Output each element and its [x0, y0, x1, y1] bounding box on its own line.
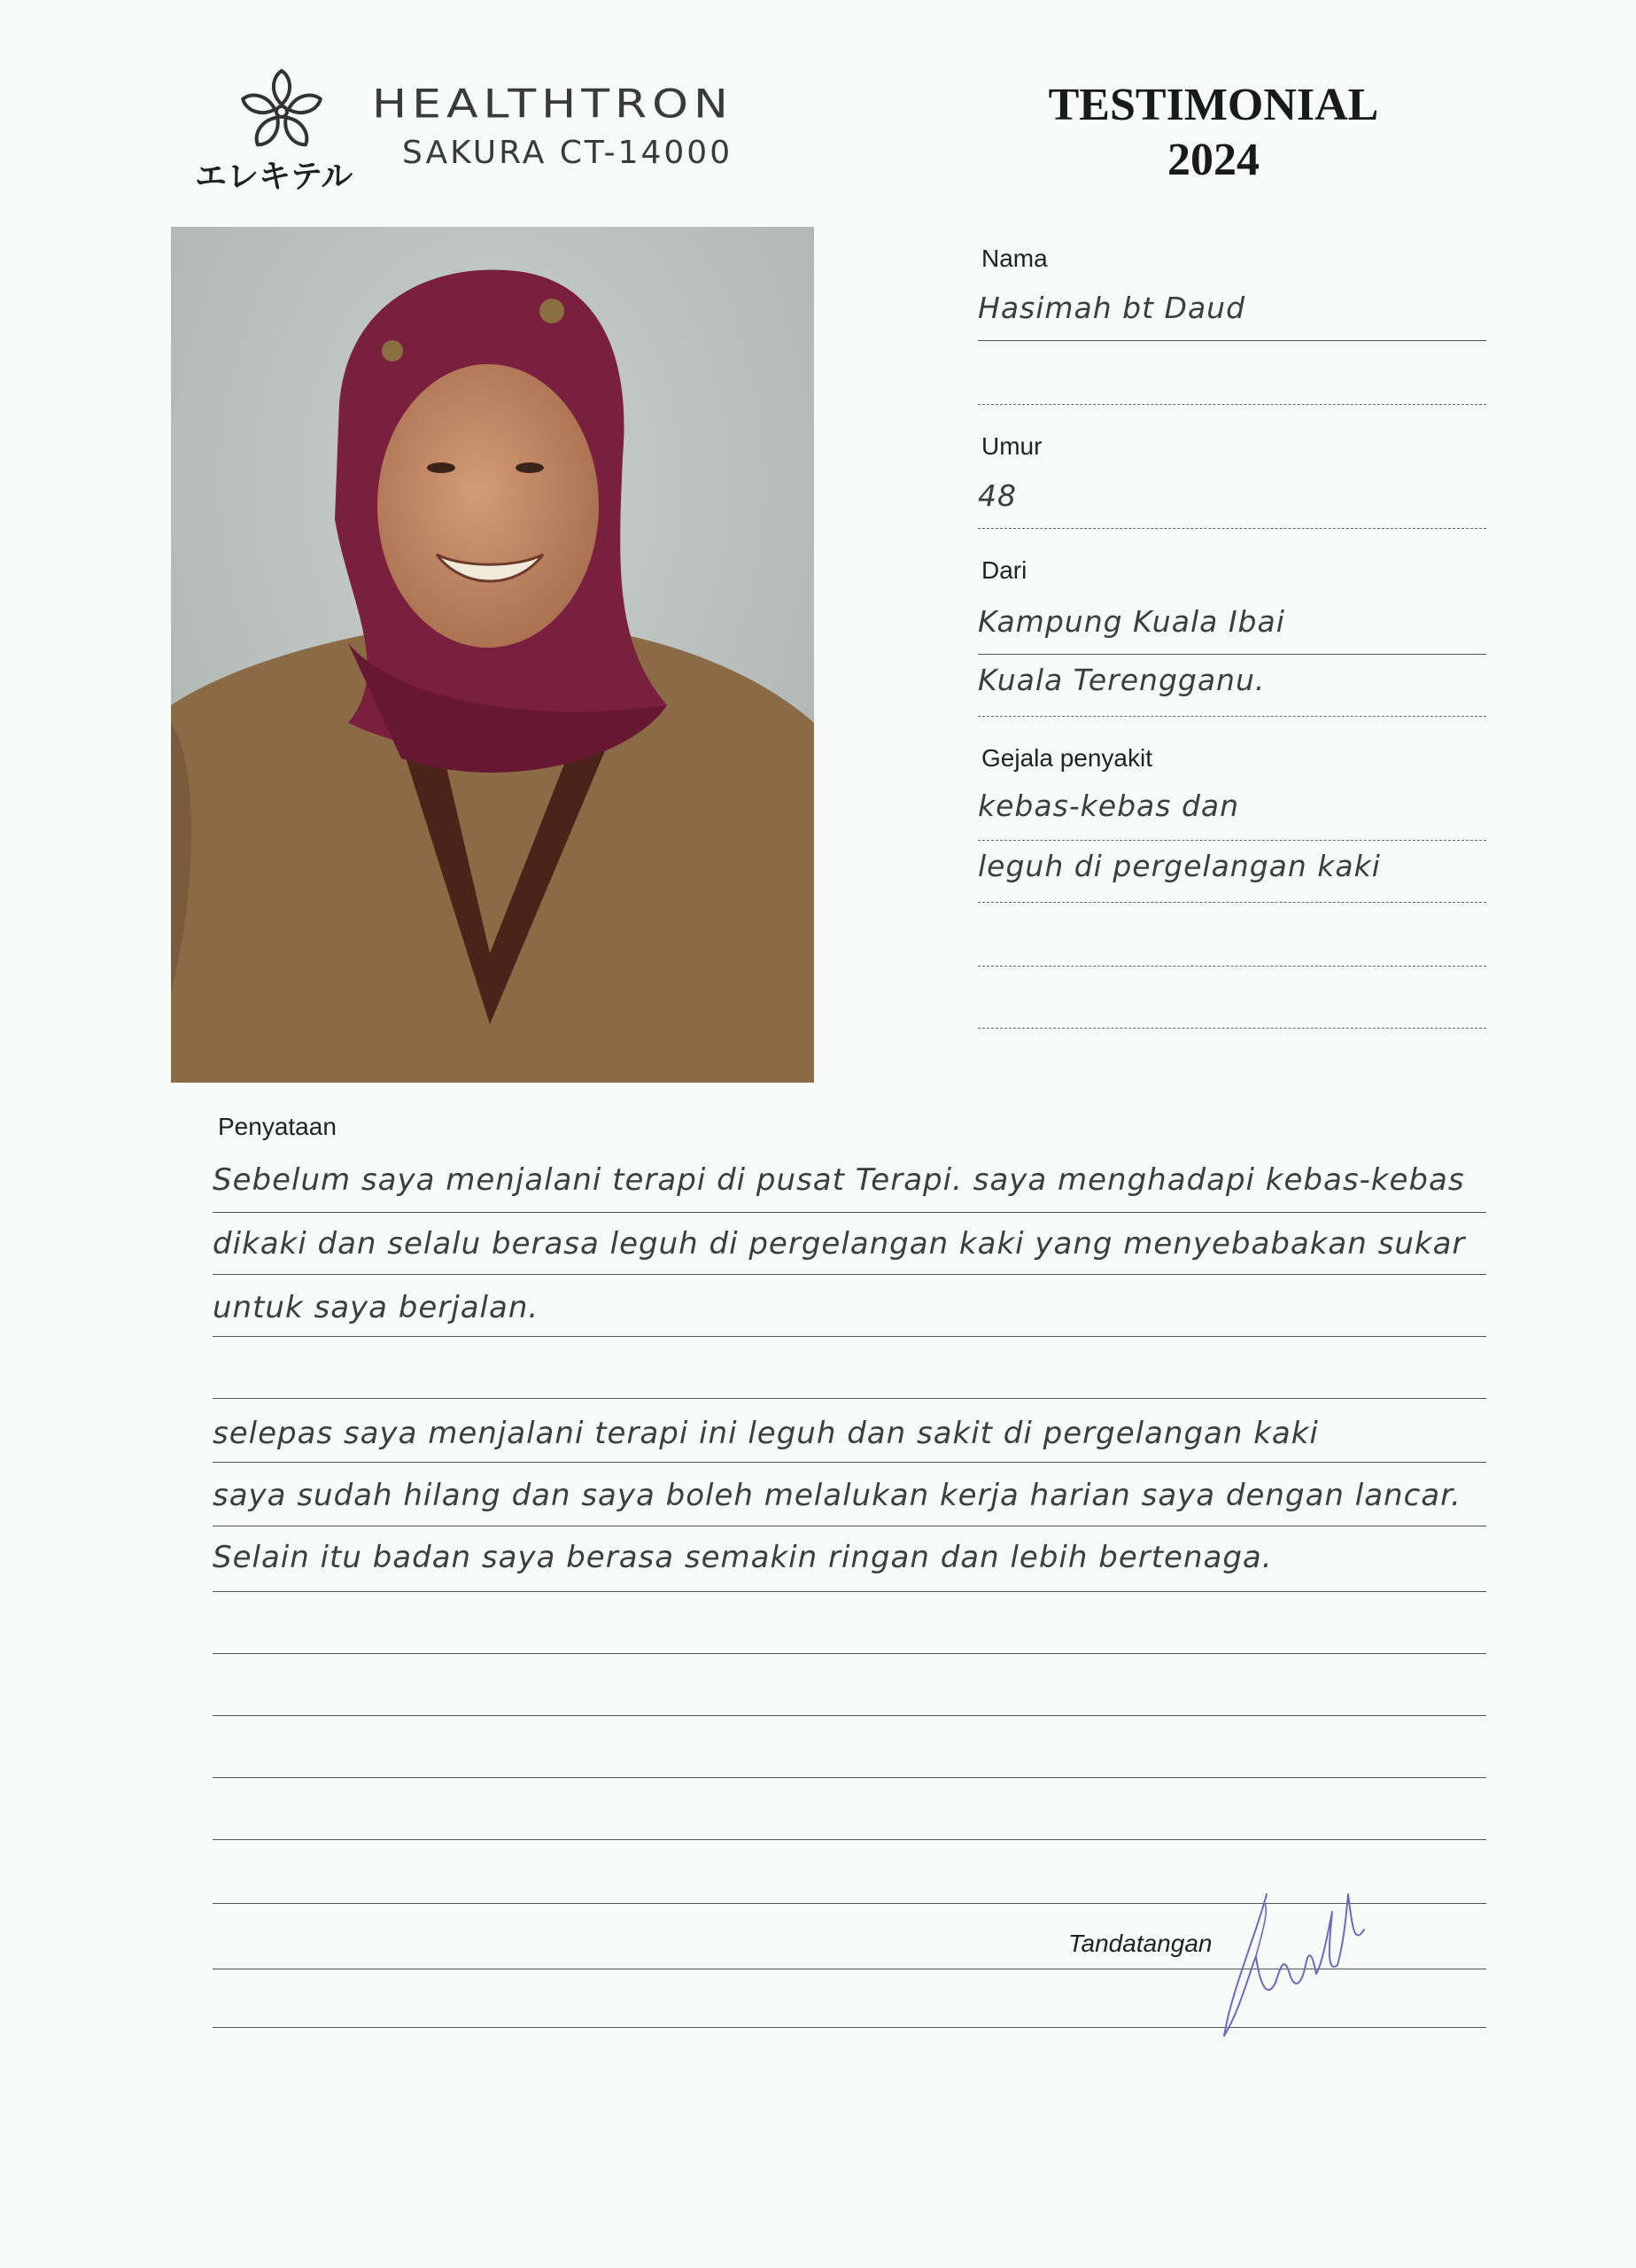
divider: [213, 1777, 1486, 1778]
divider: [978, 966, 1486, 967]
brand-name: HEALTHTRON: [372, 82, 733, 128]
penyataan-label: Penyataan: [218, 1113, 337, 1140]
divider: [978, 404, 1486, 405]
divider: [213, 1462, 1486, 1463]
dari-value-line-1: Kampung Kuala Ibai: [978, 604, 1285, 639]
statement-line-7: Selain itu badan saya berasa semakin ringan dan lebih bertenaga.: [213, 1540, 1273, 1575]
divider: [213, 1715, 1486, 1716]
sakura-logo-icon: [193, 60, 370, 193]
divider: [978, 716, 1486, 717]
statement-line-2: dikaki dan selalu berasa leguh di pergelangan kaki yang menyebabakan sukar: [213, 1226, 1466, 1262]
divider: [978, 1028, 1486, 1029]
divider: [978, 840, 1486, 841]
portrait-photo: [171, 227, 814, 1083]
logo-katakana: エレキテル: [195, 159, 353, 193]
divider: [213, 1336, 1486, 1337]
divider: [213, 1653, 1486, 1654]
divider: [978, 902, 1486, 903]
dari-value-line-2: Kuala Terengganu.: [978, 663, 1266, 697]
title-line-1: TESTIMONIAL: [1048, 80, 1379, 130]
signature-icon: [1213, 1876, 1408, 2045]
dari-label: Dari: [981, 556, 1027, 584]
divider: [213, 1398, 1486, 1399]
umur-value: 48: [978, 478, 1017, 513]
document-title: [992, 78, 1435, 188]
gejala-label: Gejala penyakit: [981, 744, 1153, 772]
divider: [978, 528, 1486, 529]
brand-model: SAKURA CT-14000: [402, 135, 733, 171]
signature-label: Tandatangan: [1068, 1930, 1213, 1957]
nama-value: Hasimah bt Daud: [978, 291, 1246, 325]
statement-line-1: Sebelum saya menjalani terapi di pusat Terapi. saya menghadapi kebas-kebas: [213, 1162, 1465, 1198]
statement-line-3: untuk saya berjalan.: [213, 1290, 539, 1325]
divider: [978, 340, 1486, 341]
divider: [213, 1212, 1486, 1213]
gejala-value-line-2: leguh di pergelangan kaki: [978, 849, 1381, 883]
divider: [978, 654, 1486, 655]
statement-line-6: saya sudah hilang dan saya boleh melalukan kerja harian saya dengan lancar.: [213, 1478, 1462, 1513]
statement-line-5: selepas saya menjalani terapi ini leguh dan sakit di pergelangan kaki: [213, 1416, 1319, 1451]
divider: [213, 1839, 1486, 1840]
gejala-value-line-1: kebas-kebas dan: [978, 788, 1240, 823]
brand-block: [372, 82, 733, 171]
umur-label: Umur: [981, 432, 1043, 460]
title-line-2: 2024: [1167, 135, 1260, 185]
divider: [213, 1274, 1486, 1275]
divider: [213, 1591, 1486, 1592]
nama-label: Nama: [981, 245, 1048, 272]
